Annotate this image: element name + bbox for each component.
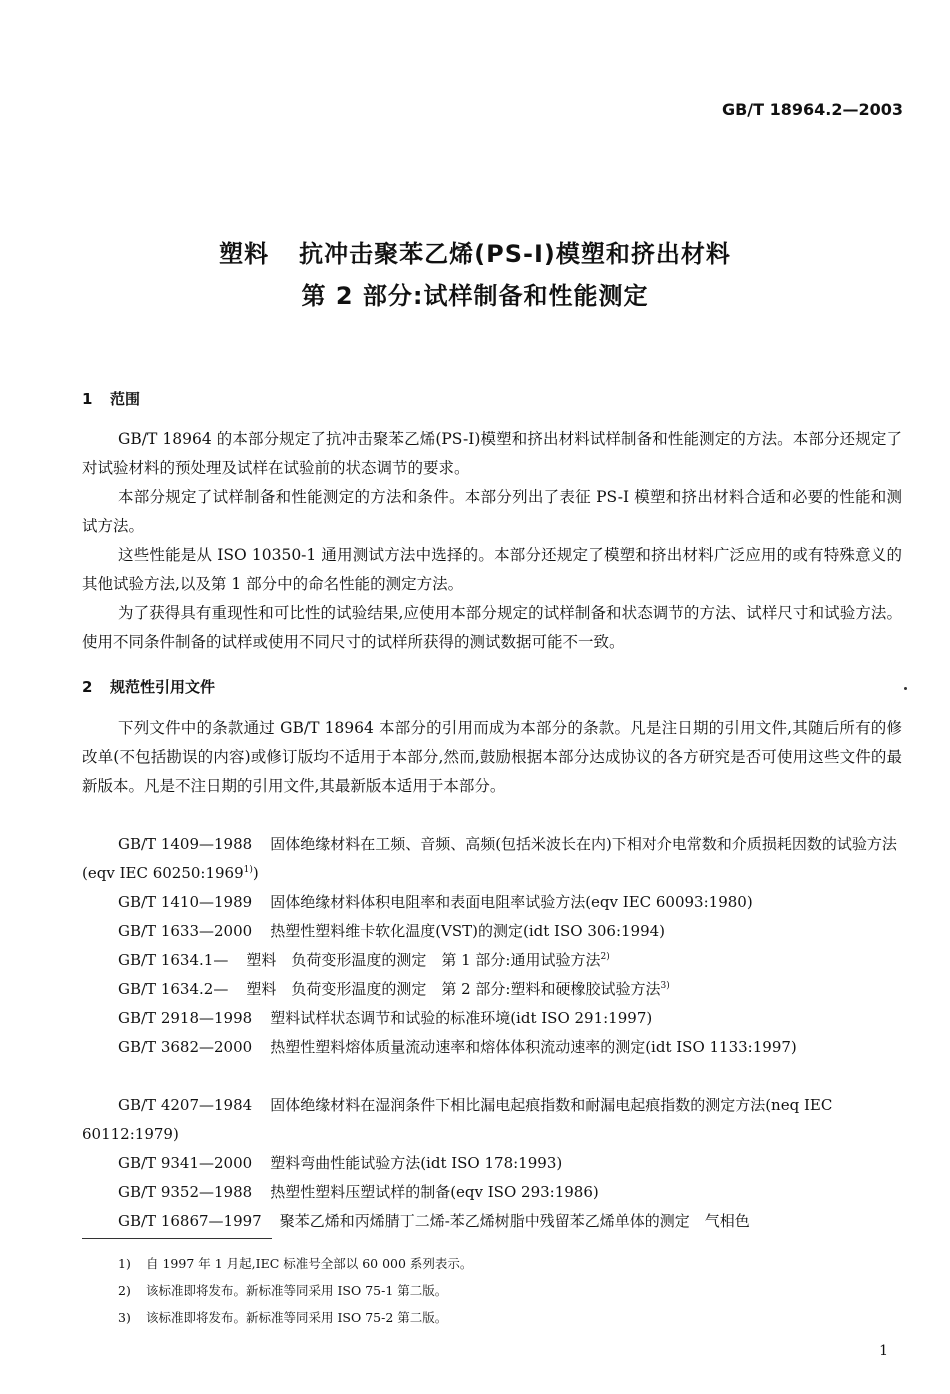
section-1-paragraph: GB/T 18964 的本部分规定了抗冲击聚苯乙烯(PS-I)模塑和挤出材料试样制备和性能测定的方法。本部分还规定了对试验材料的预处理及试样在试验前的状态调节的要求。: [82, 430, 902, 477]
reference-item: [82, 1004, 902, 1033]
footnote-divider: [82, 1238, 272, 1239]
reference-title: 固体绝缘材料在湿润条件下相比漏电起痕指数和耐漏电起痕指数的测定方法(neq IEC 60112:1979): [82, 1096, 833, 1143]
reference-code: GB/T 3682—2000: [118, 1038, 253, 1056]
reference-item: [82, 975, 902, 1004]
reference-title: 塑料试样状态调节和试验的标准环境(idt ISO 291:1997): [270, 1009, 653, 1027]
reference-title: 塑料 负荷变形温度的测定 第 2 部分:塑料和硬橡胶试验方法: [246, 980, 661, 998]
footnote: [118, 1281, 447, 1299]
section-1-paragraph: 为了获得具有重现性和可比性的试验结果,应使用本部分规定的试样制备和状态调节的方法、试样尺寸和试验方法。使用不同条件制备的试样或使用不同尺寸的试样所获得的测试数据可能不一致。: [82, 604, 902, 651]
reference-item: [82, 1149, 902, 1178]
footnote-mark: 3): [660, 981, 670, 991]
section-1-heading: [82, 388, 140, 409]
reference-code: GB/T 1634.2—: [118, 980, 229, 998]
section-1-number: 1: [82, 390, 93, 408]
reference-title: 固体绝缘材料体积电阻率和表面电阻率试验方法(eqv IEC 60093:1980): [270, 893, 753, 911]
footnote-text: 该标准即将发布。新标准等同采用 ISO 75-2 第二版。: [146, 1310, 448, 1325]
section-2-title: 规范性引用文件: [110, 678, 216, 696]
reference-title: 塑料弯曲性能试验方法(idt ISO 178:1993): [270, 1154, 563, 1172]
title-line-2: 第 2 部分:试样制备和性能测定: [301, 282, 649, 310]
section-1-paragraph: 本部分规定了试样制备和性能测定的方法和条件。本部分列出了表征 PS-I 模塑和挤出材料合适和必要的性能和测试方法。: [82, 488, 902, 535]
footnote-text: 自 1997 年 1 月起,IEC 标准号全部以 60 000 系列表示。: [146, 1256, 473, 1271]
reference-item: [82, 888, 902, 917]
reference-code: GB/T 1410—1989: [118, 893, 253, 911]
footnote-number: 1): [118, 1256, 131, 1271]
reference-code: GB/T 1409—1988: [118, 835, 253, 853]
reference-item: [82, 830, 902, 888]
title-prefix: 塑料: [219, 240, 270, 268]
title-main: 抗冲击聚苯乙烯(PS-I)模塑和挤出材料: [299, 240, 731, 268]
reference-code: GB/T 1633—2000: [118, 922, 253, 940]
reference-code: GB/T 1634.1—: [118, 951, 229, 969]
reference-title: 聚苯乙烯和丙烯腈丁二烯-苯乙烯树脂中残留苯乙烯单体的测定 气相色: [279, 1212, 750, 1230]
reference-item: [82, 1207, 902, 1236]
footnote: [118, 1254, 472, 1272]
reference-code: GB/T 9341—2000: [118, 1154, 253, 1172]
section-2-heading: [82, 676, 215, 697]
footnote-number: 3): [118, 1310, 131, 1325]
page-number: 1: [879, 1343, 888, 1359]
section-2-intro: 下列文件中的条款通过 GB/T 18964 本部分的引用而成为本部分的条款。凡是注日期的引用文件,其随后所有的修改单(不包括勘误的内容)或修订版均不适用于本部分,然而,鼓励根据本部分达成协议的各方研究是否可使用这些文件的最新版本。凡是不注日期的引用文件,其最新版本适用于本部分。: [82, 719, 902, 795]
reference-code: GB/T 4207—1984: [118, 1096, 253, 1114]
reference-title: 热塑性塑料压塑试样的制备(eqv ISO 293:1986): [270, 1183, 599, 1201]
reference-item: [82, 1178, 902, 1207]
reference-item: [82, 946, 902, 975]
reference-title: 固体绝缘材料在工频、音频、高频(包括米波长在内)下相对介电常数和介质损耗因数的试验方法(eqv IEC 60250:1969: [82, 835, 897, 882]
footnote-text: 该标准即将发布。新标准等同采用 ISO 75-1 第二版。: [146, 1283, 448, 1298]
reference-item: [82, 917, 902, 946]
reference-item: [82, 1033, 902, 1062]
footnote-number: 2): [118, 1283, 131, 1298]
footnote-mark: 1): [243, 865, 253, 875]
title-line-1: [0, 234, 950, 269]
section-2-number: 2: [82, 678, 93, 696]
reference-tail: ): [252, 864, 259, 882]
reference-code: GB/T 9352—1988: [118, 1183, 253, 1201]
standard-number: GB/T 18964.2—2003: [721, 100, 903, 119]
section-1-paragraph: 这些性能是从 ISO 10350-1 通用测试方法中选择的。本部分还规定了模塑和挤出材料广泛应用的或有特殊意义的其他试验方法,以及第 1 部分中的命名性能的测定方法。: [82, 546, 902, 593]
scan-dot: [904, 687, 907, 690]
reference-code: GB/T 16867—1997: [118, 1212, 262, 1230]
footnote: [118, 1308, 447, 1326]
reference-title: 热塑性塑料维卡软化温度(VST)的测定(idt ISO 306:1994): [270, 922, 666, 940]
reference-code: GB/T 2918—1998: [118, 1009, 253, 1027]
reference-item: [82, 1091, 902, 1149]
footnote-mark: 2): [600, 952, 610, 962]
reference-title: 塑料 负荷变形温度的测定 第 1 部分:通用试验方法: [246, 951, 601, 969]
section-1-title: 范围: [110, 390, 141, 408]
reference-title: 热塑性塑料熔体质量流动速率和熔体体积流动速率的测定(idt ISO 1133:1997): [270, 1038, 797, 1056]
